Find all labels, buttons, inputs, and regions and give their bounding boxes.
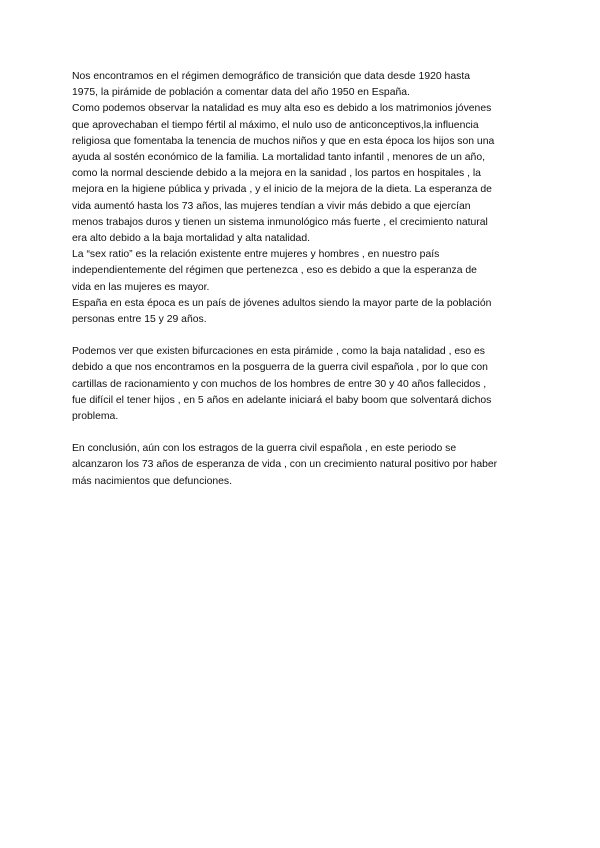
text-line: La “sex ratio” es la relación existente entre mujeres y hombres , en nuestro país xyxy=(72,249,440,261)
text-line: era alto debido a la baja mortalidad y alta natalidad. xyxy=(72,233,310,245)
text-line: independientemente del régimen que pertenezca , eso es debido a que la esperanza de xyxy=(72,265,477,277)
text-line: 1975, la pirámide de población a comentar data del año 1950 en España. xyxy=(72,87,410,99)
text-line: Nos encontramos en el régimen demográfico de transición que data desde 1920 hasta xyxy=(72,71,470,82)
text-line: cartillas de racionamiento y con muchos de los hombres de entre 30 y 40 años fallecidos , xyxy=(72,378,487,390)
text-line: Como podemos observar la natalidad es muy alta eso es debido a los matrimonios jóvenes xyxy=(72,103,492,115)
text-line: fue difícil el tener hijos , en 5 años en adelante iniciará el baby boom que solventará dichos xyxy=(72,394,492,406)
text-line: problema. xyxy=(72,411,119,423)
text-line: España en esta época es un país de jóvenes adultos siendo la mayor parte de la población xyxy=(72,297,492,309)
text-line: vida aumentó hasta los 73 años, las mujeres tendían a vivir más debido a que ejercían xyxy=(72,200,471,212)
text-line: más nacimientos que defunciones. xyxy=(72,475,232,487)
text-line: como la normal desciende debido a la mejora en la sanidad , los partos en hospitales , la xyxy=(72,168,481,180)
text-line: mejora en la higiene pública y privada , y el inicio de la mejora de la dieta. La esperanza de xyxy=(72,184,492,196)
text-line: En conclusión, aún con los estragos de la guerra civil española , en este periodo se xyxy=(72,443,457,455)
text-line: vida en las mujeres es mayor. xyxy=(72,281,210,293)
text-line: personas entre 15 y 29 años. xyxy=(72,314,207,326)
paragraph-spacer xyxy=(72,328,528,344)
text-line: Podemos ver que existen bifurcaciones en esta pirámide , como la baja natalidad , eso es xyxy=(72,346,485,358)
text-line: menos trabajos duros y tienen un sistema inmunológico más fuerte , el crecimiento natural xyxy=(72,216,488,228)
text-line: debido a que nos encontramos en la posguerra de la guerra civil española , por lo que con xyxy=(72,362,488,374)
text-line: que aprovechaban el tiempo fértil al máximo, el nulo uso de anticonceptivos,la influencia xyxy=(72,119,479,131)
paragraph-spacer xyxy=(72,425,528,441)
paragraph-bifurcations xyxy=(72,344,528,425)
text-line: ayuda al sostén económico de la familia. La mortalidad tanto infantil , menores de un año, xyxy=(72,152,485,164)
text-line: religiosa que fomentaba la tenencia de muchos niños y que en esta época los hijos son una xyxy=(72,135,495,147)
paragraph-demographic-regime xyxy=(72,69,528,328)
document-body xyxy=(72,69,528,490)
text-line: alcanzaron los 73 años de esperanza de vida , con un crecimiento natural positivo por haber xyxy=(72,459,498,471)
paragraph-conclusion xyxy=(72,441,528,490)
